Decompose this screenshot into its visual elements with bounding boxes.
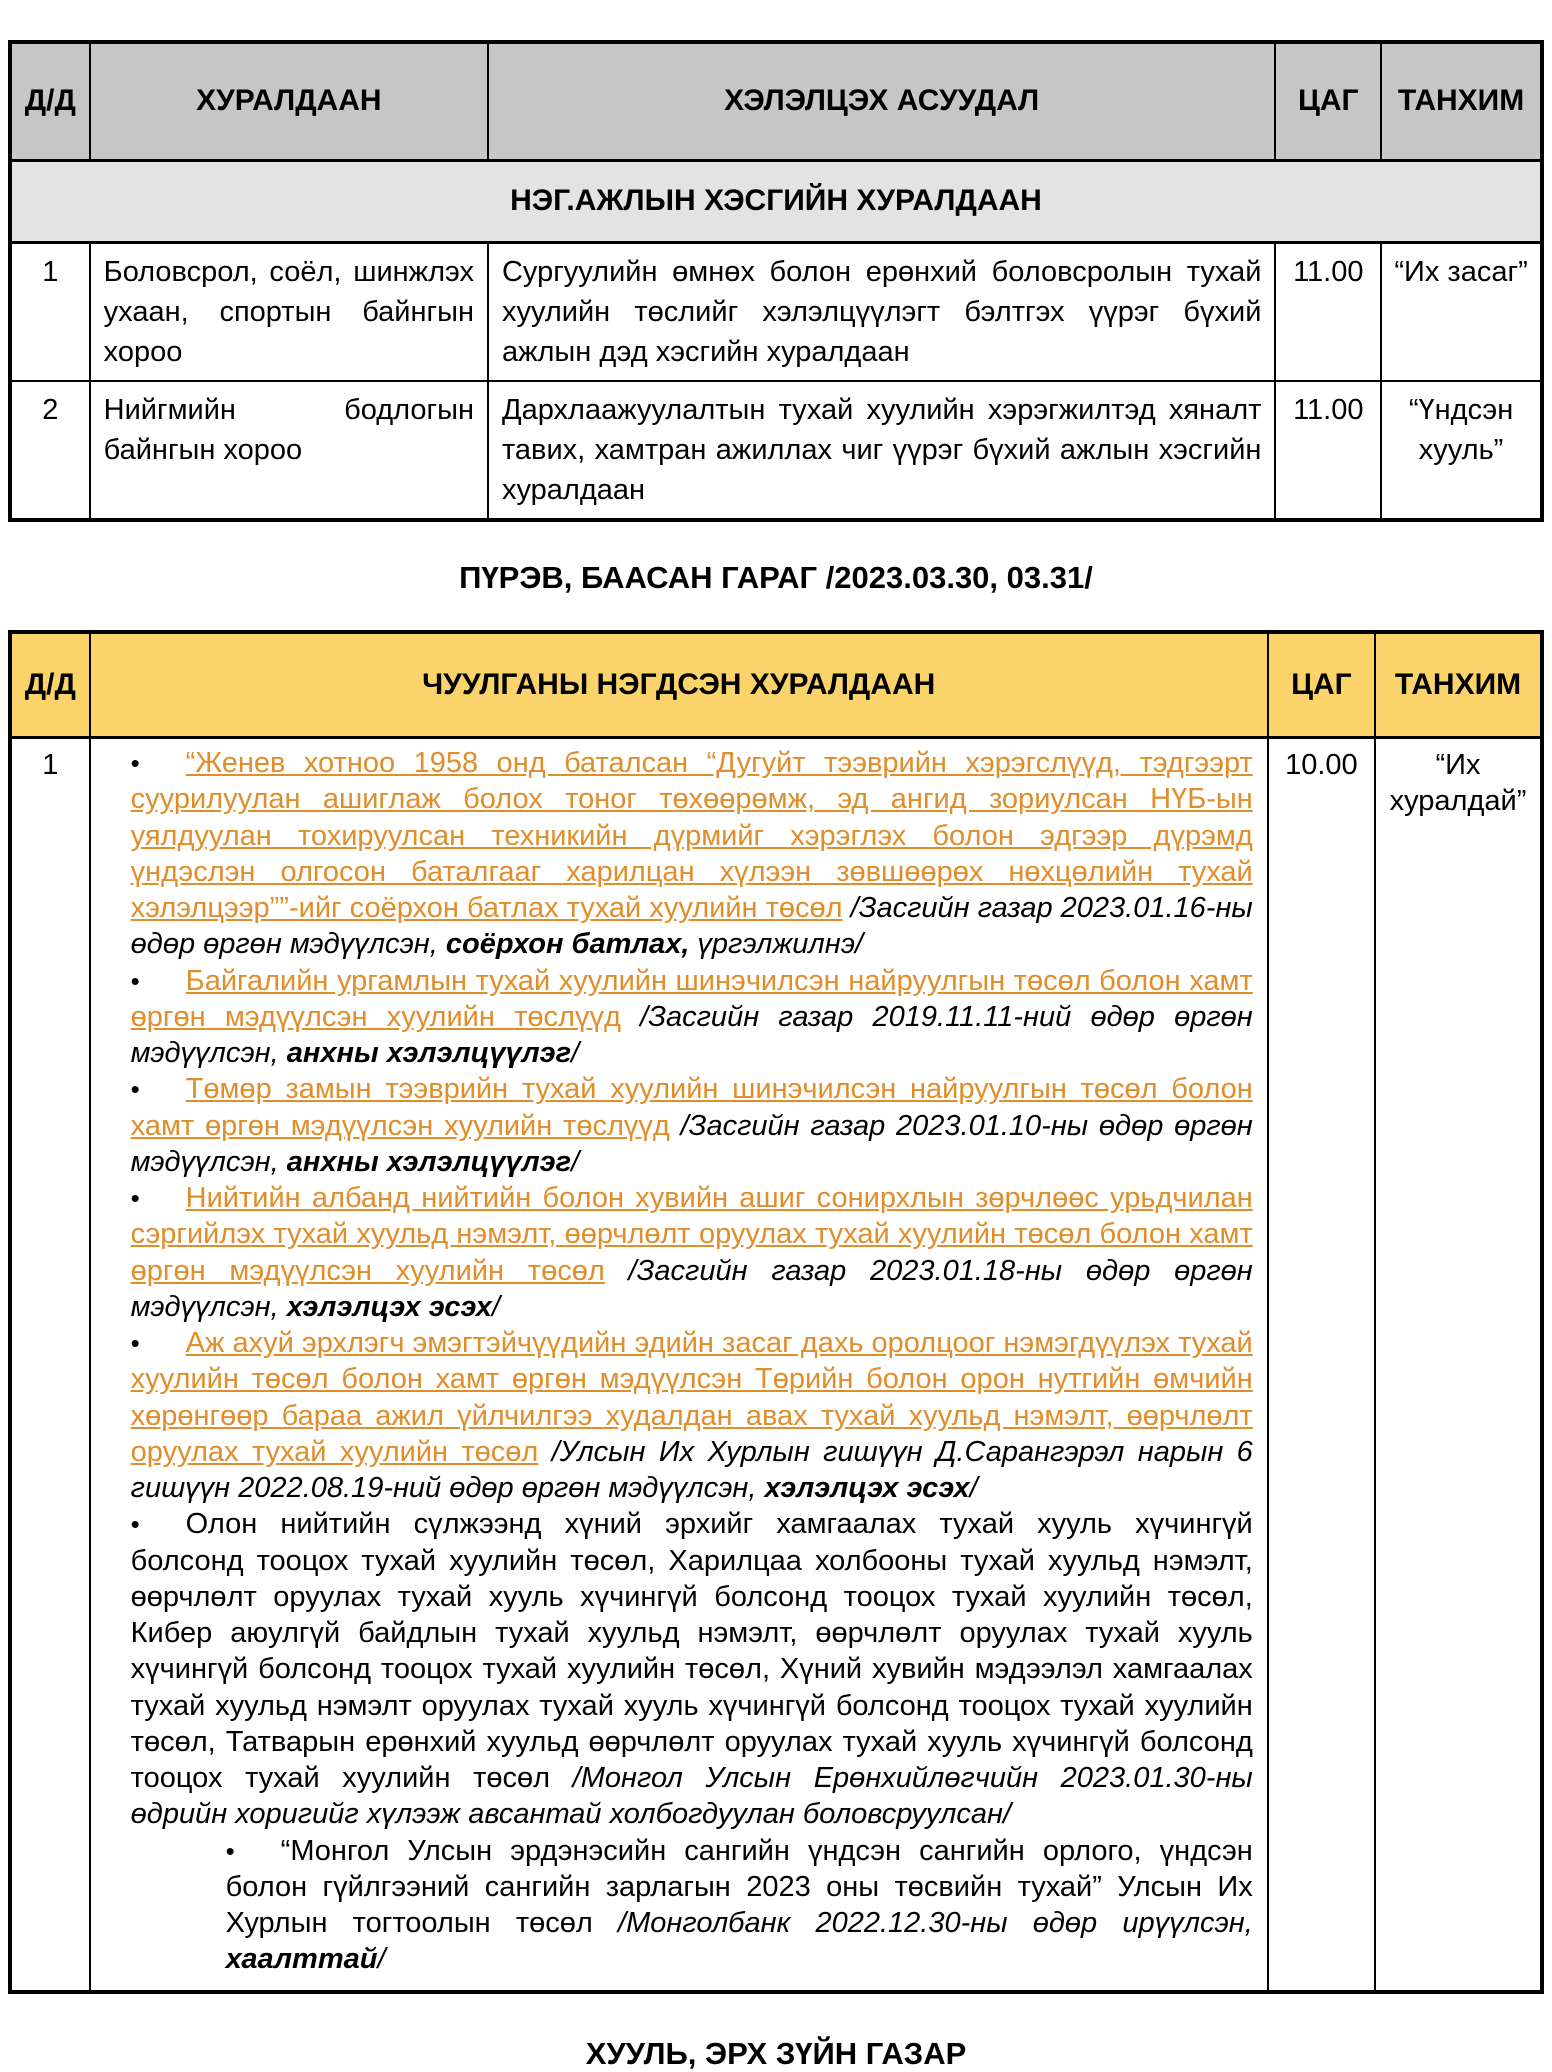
table1-section-row xyxy=(10,160,1542,242)
table1-header-row xyxy=(10,42,1542,160)
note-bold: анхны хэлэлцүүлэг xyxy=(286,1145,572,1178)
note-pre: /Засгийн газар 2023.01.18-ны өдөр өргөн мэдүүлсэн, xyxy=(130,1254,1253,1323)
room-cell: “Үндсэн хууль” xyxy=(1381,381,1542,520)
note-pre: /Засгийн газар 2019.11.11-ний өдөр өргөн мэдүүлсэн, xyxy=(130,1000,1253,1070)
note-bold: хаалттай xyxy=(225,1943,378,1976)
row-number: 1 xyxy=(10,242,90,381)
bullet-icon: • xyxy=(130,965,140,996)
note-post: / xyxy=(969,1472,978,1505)
room-cell: “Их хуралдай” xyxy=(1375,738,1542,1992)
issue-cell: Дархлаажуулалтын тухай хуулийн хэрэгжилтэд хяналт тавих, хамтран ажиллах чиг үүрэг бүхий ажлын хэсгийн хуралдаан xyxy=(488,381,1275,520)
table2-header-num: Д/Д xyxy=(10,632,90,738)
agenda-item xyxy=(131,1071,1253,1180)
note-pre: /Засгийн газар 2023.01.16-ны өдөр өргөн мэдүүлсэн, xyxy=(130,892,1253,961)
bullet-icon: • xyxy=(130,1328,140,1359)
row-number: 2 xyxy=(10,381,90,520)
table1-header-room: ТАНХИМ xyxy=(1381,42,1542,160)
bullet-icon: • xyxy=(130,1509,140,1540)
table1-header-issue: ХЭЛЭЛЦЭХ АСУУДАЛ xyxy=(488,42,1275,160)
bullet-icon: • xyxy=(225,1835,235,1866)
note-bold: соёрхон батлах, xyxy=(445,928,690,961)
note-bold: хэлэлцэх эсэх xyxy=(286,1290,492,1323)
agenda-link[interactable]: Нийтийн албанд нийтийн болон хувийн ашиг сонирхлын зөрчлөөс урьдчилан сэргийлэх тухай хуульд нэмэлт, өөрчлөлт оруулах тухай хуулийн төсөл болон хамт өргөн мэдүүлсэн хуулийн төсөл xyxy=(130,1182,1253,1287)
note-post: / xyxy=(571,1037,580,1070)
table-row xyxy=(10,381,1542,520)
committee-cell: Боловсрол, соёл, шинжлэх ухаан, спортын байнгын хороо xyxy=(90,242,488,381)
bullet-icon: • xyxy=(130,748,140,779)
agenda-link[interactable]: Аж ахуй эрхлэгч эмэгтэйчүүдийн эдийн засаг дахь оролцоог нэмэгдүүлэх тухай хуулийн төсөл болон хамт өргөн мэдүүлсэн Төрийн болон орон нутгийн өмчийн хөрөнгөөр бараа ажил үйлчилгээ худалдан авах тухай хуульд нэмэлт, өөрчлөлт оруулах тухай хуулийн төсөл xyxy=(130,1327,1253,1468)
note-post: / xyxy=(491,1290,500,1323)
agenda-link[interactable]: “Женев хотноо 1958 онд баталсан “Дугуйт тээврийн хэрэгслүүд, тэдгээрт суурилуулан ашиглаж болох тоног төхөөрөмж, эд ангид зориулсан НҮБ-ын уялдуулан тохируулсан техникийн дүрмийг хэрэглэх болон эдгээр дүрэмд үндэслэн олгосон баталгааг харилцан хүлээн зөвшөөрөх нөхцөлийн тухай хэлэлцээр””-ийг соёрхон батлах тухай хуулийн төсөл xyxy=(130,747,1253,925)
agenda-item xyxy=(131,1506,1253,1832)
table-row xyxy=(10,738,1542,1992)
row-number: 1 xyxy=(10,738,90,1992)
agenda-link[interactable]: Төмөр замын тээврийн тухай хуулийн шинэчилсэн найруулгын төсөл болон хамт өргөн мэдүүлсэн хуулийн төслүүд xyxy=(130,1073,1253,1142)
date-heading: ПҮРЭВ, БААСАН ГАРАГ /2023.03.30, 03.31/ xyxy=(459,559,1093,595)
agenda-link[interactable]: Байгалийн ургамлын тухай хуулийн шинэчилсэн найруулгын төсөл болон хамт өргөн мэдүүлсэн хуулийн төслүүд xyxy=(130,964,1253,1033)
note-post: / xyxy=(571,1145,580,1178)
note-bold: анхны хэлэлцүүлэг xyxy=(286,1037,572,1070)
note-pre: /Монгол Улсын Ерөнхийлөгчийн 2023.01.30-ны өдрийн хоригийг хүлээж авсантай холбогдуулан боловсруулсан/ xyxy=(130,1762,1253,1831)
agenda-text: “Монгол Улсын эрдэнэсийн сангийн үндсэн сангийн орлого, үндсэн болон гүйлгээний сангийн зарлагын 2023 оны төсвийн тухай” Улсын Их Хурлын тогтоолын төсөл xyxy=(225,1834,1253,1940)
agenda-item xyxy=(131,745,1253,963)
agenda-text: Олон нийтийн сүлжээнд хүний эрхийг хамгаалах тухай хууль хүчингүй болсонд тооцох тухай хуулийн төсөл, Харилцаа холбооны тухай хуульд нэмэлт, өөрчлөлт оруулах тухай хууль хүчингүй болсонд тооцох тухай хуулийн төсөл, Кибер аюулгүй байдлын тухай хуульд нэмэлт, өөрчлөлт оруулах тухай хууль хүчингүй болсонд тооцох тухай хуулийн төсөл, Хүний хувийн мэдээлэл хамгаалах тухай хуульд нэмэлт оруулах тухай хууль хүчингүй болсонд тооцох тухай хуулийн төсөл, Татварын ерөнхий хуульд өөрчлөлт оруулах тухай хууль хүчингүй болсонд тооцох тухай хуулийн төсөл xyxy=(130,1508,1253,1795)
room-cell: “Их засаг” xyxy=(1381,242,1542,381)
time-cell: 11.00 xyxy=(1275,242,1381,381)
table2-header-row xyxy=(10,632,1542,738)
time-cell: 10.00 xyxy=(1268,738,1375,1992)
table2-header-time: ЦАГ xyxy=(1268,632,1375,738)
bullet-icon: • xyxy=(130,1074,140,1105)
note-post: / xyxy=(377,1943,386,1976)
table1-header-num: Д/Д xyxy=(10,42,90,160)
bullet-icon: • xyxy=(130,1183,140,1214)
table-row xyxy=(10,242,1542,381)
working-group-table xyxy=(8,40,1544,522)
agenda-item xyxy=(131,963,1253,1072)
section-title: НЭГ.АЖЛЫН ХЭСГИЙН ХУРАЛДААН xyxy=(10,160,1542,242)
note-pre: /Монголбанк 2022.12.30-ны өдөр ирүүлсэн, xyxy=(592,1907,1253,1940)
table1-header-time: ЦАГ xyxy=(1275,42,1381,160)
table2-header-room: ТАНХИМ xyxy=(1375,632,1542,738)
note-pre: /Улсын Их Хурлын гишүүн Д.Сарангэрэл нарын 6 гишүүн 2022.08.19-ний өдөр өргөн мэдүүлсэн, xyxy=(130,1435,1253,1505)
table1-header-meeting: ХУРАЛДААН xyxy=(90,42,488,160)
note-bold: хэлэлцэх эсэх xyxy=(764,1472,970,1505)
agenda-cell xyxy=(90,738,1268,1992)
note-pre: /Засгийн газар 2023.01.10-ны өдөр өргөн мэдүүлсэн, xyxy=(130,1109,1253,1178)
issue-cell: Сургуулийн өмнөх болон ерөнхий боловсролын тухай хуулийн төслийг хэлэлцүүлэгт бэлтгэх үүрэг бүхий ажлын дэд хэсгийн хуралдаан xyxy=(488,242,1275,381)
table2-header-title: ЧУУЛГАНЫ НЭГДСЭН ХУРАЛДААН xyxy=(90,632,1268,738)
time-cell: 11.00 xyxy=(1275,381,1381,520)
footer-title: ХУУЛЬ, ЭРХ ЗҮЙН ГАЗАР xyxy=(585,2035,967,2071)
agenda-item xyxy=(226,1833,1253,1978)
committee-cell: Нийгмийн бодлогын байнгын хороо xyxy=(90,381,488,520)
agenda-item xyxy=(131,1325,1253,1506)
note-post: үргэлжилнэ/ xyxy=(689,928,864,961)
plenary-table xyxy=(8,630,1544,1994)
agenda-item xyxy=(131,1180,1253,1325)
